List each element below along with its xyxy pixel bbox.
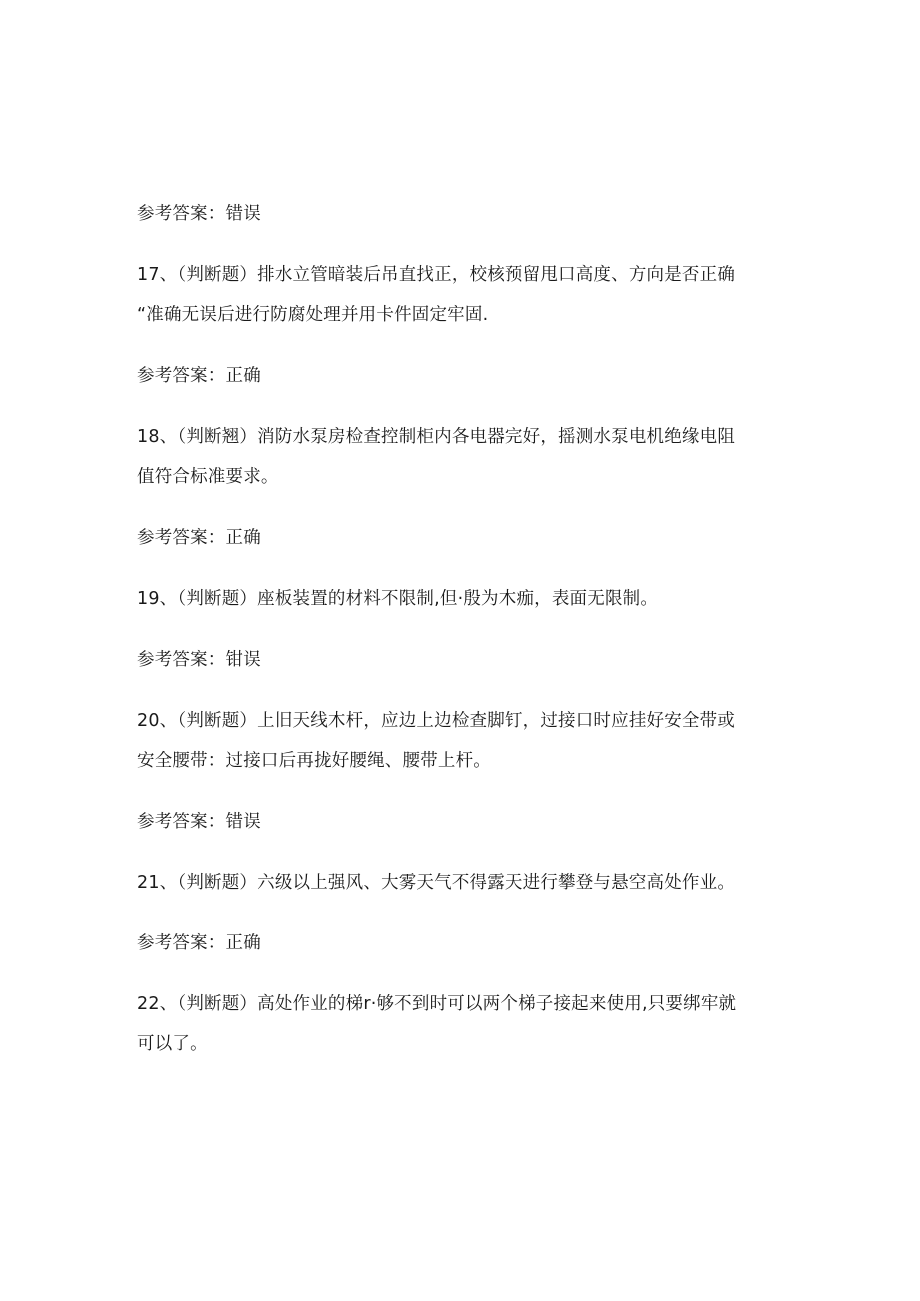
question-19-line-1: 19、（判断题）座板装置的材料不限制,但·殷为木痂，表面无限制。 — [137, 589, 659, 609]
question-18-line-1: 18、（判断翘）消防水泵房检查控制柜内各电器完好，摇测水泵电机绝缘电阻 — [137, 427, 736, 447]
answer-line: 参考答案：钳误 — [137, 650, 261, 670]
question-18-line-2: 值符合标准要求。 — [137, 467, 279, 487]
question-22-line-1: 22、（判断题）高处作业的梯r·够不到时可以两个梯子接起来使用,只要绑牢就 — [137, 994, 737, 1014]
question-20-line-2: 安全腰带：过接口后再拢好腰绳、腰带上杆。 — [137, 751, 491, 771]
question-20-line-1: 20、（判断题）上旧天线木杆，应边上边检查脚钉，过接口时应挂好安全带或 — [137, 711, 736, 731]
question-22-line-2: 可以了。 — [137, 1034, 208, 1054]
question-17-line-2: “准确无误后进行防腐处理并用卡件固定牢固. — [137, 305, 489, 325]
answer-line: 参考答案：错误 — [137, 204, 261, 224]
answer-line: 参考答案：正确 — [137, 528, 261, 548]
answer-line: 参考答案：正确 — [137, 366, 261, 386]
question-21-line-1: 21、（判断题）六级以上强风、大雾天气不得露天进行攀登与悬空高处作业。 — [137, 873, 736, 893]
answer-line: 参考答案：正确 — [137, 933, 261, 953]
question-17-line-1: 17、（判断题）排水立管暗装后吊直找正，校核预留甩口高度、方向是否正确 — [137, 265, 736, 285]
answer-line: 参考答案：错误 — [137, 812, 261, 832]
